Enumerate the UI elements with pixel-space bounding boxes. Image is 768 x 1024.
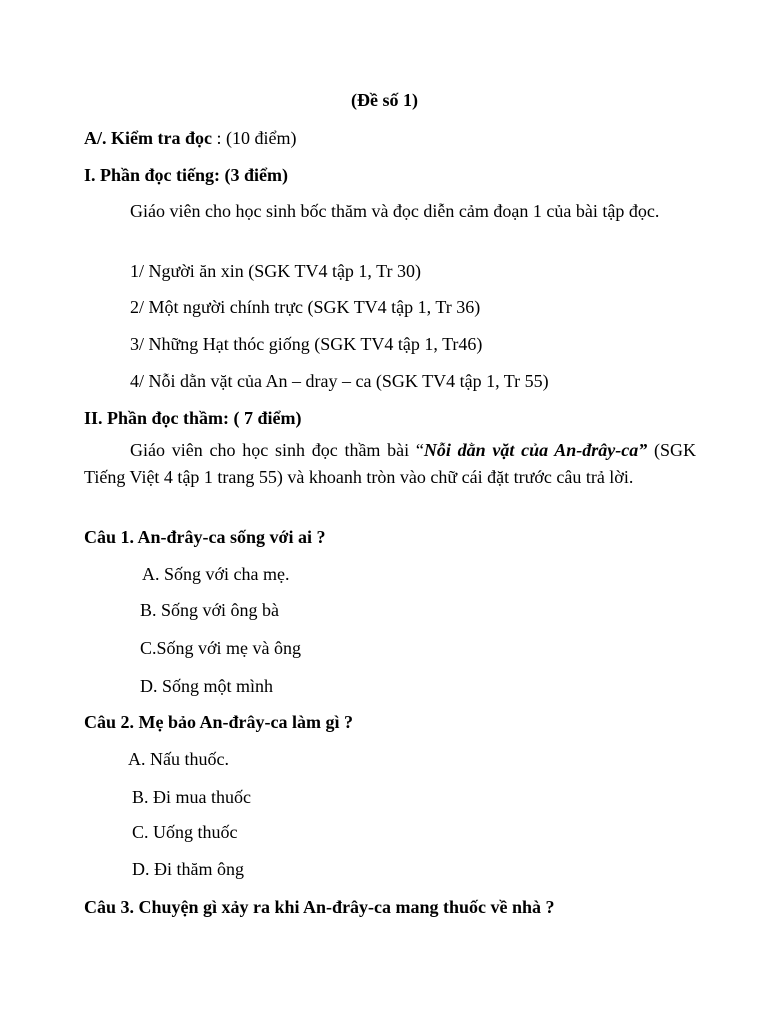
section2-instruction [84, 437, 696, 491]
part-a-score: : (10 điểm) [211, 128, 297, 148]
section2-heading: II. Phần đọc thầm: ( 7 điểm) [84, 408, 302, 428]
section1-instruction: Giáo viên cho học sinh bốc thăm và đọc diễn cảm đoạn 1 của bài tập đọc. [130, 201, 660, 221]
section2-instruction-before: Giáo viên cho học sinh đọc thầm bài “ [130, 440, 424, 460]
reading-item-1: 1/ Người ăn xin (SGK TV4 tập 1, Tr 30) [130, 261, 421, 281]
question-1: Câu 1. An-đrây-ca sống với ai ? [84, 527, 326, 547]
reading-item-2: 2/ Một người chính trực (SGK TV4 tập 1, Tr 36) [130, 297, 481, 317]
question-1-option-d: D. Sống một mình [140, 676, 274, 696]
question-2-option-a: A. Nấu thuốc. [128, 749, 229, 769]
question-2: Câu 2. Mẹ bảo An-đrây-ca làm gì ? [84, 712, 353, 732]
question-1-option-b: B. Sống với ông bà [140, 600, 280, 620]
section2-instruction-after: (SGK Tiếng Việt 4 tập 1 trang 55) và khoanh tròn vào chữ cái đặt trước câu trả lời. [84, 440, 696, 487]
reading-item-4: 4/ Nỗi dằn vặt của An – dray – ca (SGK TV4 tập 1, Tr 55) [130, 371, 549, 391]
exam-title: (Đề số 1) [351, 90, 418, 110]
question-2-option-b: B. Đi mua thuốc [132, 787, 251, 807]
question-2-option-d: D. Đi thăm ông [132, 859, 244, 879]
question-3: Câu 3. Chuyện gì xảy ra khi An-đrây-ca mang thuốc về nhà ? [84, 897, 555, 917]
part-a-label: A/. Kiểm tra đọc [84, 128, 212, 148]
question-2-option-c: C. Uống thuốc [132, 822, 238, 842]
section1-heading: I. Phần đọc tiếng: (3 điểm) [84, 165, 288, 185]
reading-item-3: 3/ Những Hạt thóc giống (SGK TV4 tập 1, Tr46) [130, 334, 483, 354]
question-1-option-c: C.Sống với mẹ và ông [140, 638, 302, 658]
question-1-option-a: A. Sống với cha mẹ. [142, 564, 290, 584]
part-a-heading [84, 127, 296, 149]
reading-title: Nỗi dằn vặt của An-đrây-ca” [423, 440, 648, 460]
